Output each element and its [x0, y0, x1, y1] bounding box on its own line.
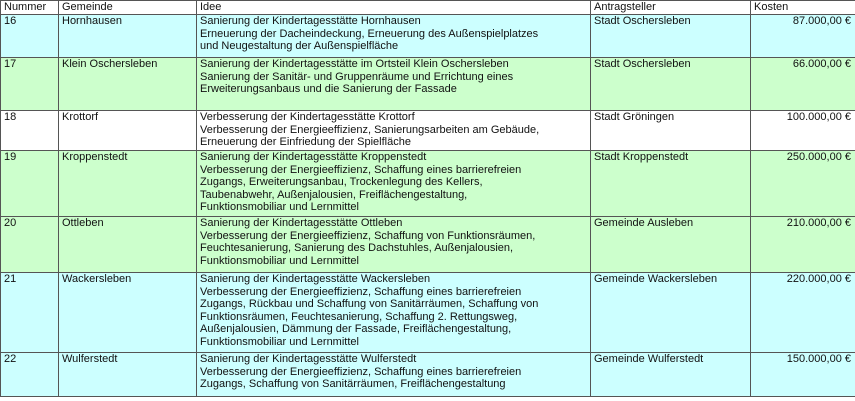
cell-antragsteller: Stadt Gröningen	[591, 111, 751, 151]
idee-line: Sanierung der Kindertagesstätte Wulferstedt	[200, 353, 417, 365]
header-kosten: Kosten	[751, 1, 855, 15]
idee-line: Verbesserung der Energieeffizienz, Schaffung eines barrierefreien	[200, 285, 522, 298]
cell-nummer: 19	[1, 151, 59, 217]
header-antragsteller: Antragsteller	[591, 1, 751, 15]
idee-line: Verbesserung der Kindertagesstätte Krottorf	[200, 111, 415, 123]
idee-line: Sanierung der Kindertagesstätte im Ortsteil Klein Oschersleben	[200, 58, 509, 70]
cell-idee	[197, 111, 591, 151]
idee-line: Funktionsräumen, Feuchtesanierung, Schaffung 2. Rettungsweg,	[200, 310, 518, 323]
header-gemeinde: Gemeinde	[59, 1, 197, 15]
idee-line: Außenjalousien, Dämmung der Fassade, Freiflächengestaltung,	[200, 323, 512, 336]
cell-nummer: 20	[1, 217, 59, 273]
idee-line: und Neugestaltung der Außenspielfläche	[200, 40, 399, 53]
idee-line: Taubenabwehr, Außenjalousien, Freiflächengestaltung,	[200, 188, 468, 201]
cell-nummer: 16	[1, 15, 59, 58]
cell-antragsteller: Gemeinde Wulferstedt	[591, 353, 751, 397]
table-row	[1, 273, 855, 353]
cell-gemeinde: Kroppenstedt	[59, 151, 197, 217]
cell-gemeinde: Klein Oschersleben	[59, 58, 197, 111]
idee-line: Verbesserung der Energieeffizienz, Schaffung eines barrierefreien	[200, 365, 522, 378]
table-row	[1, 353, 855, 397]
cell-idee	[197, 273, 591, 353]
cell-kosten: 100.000,00 €	[751, 111, 855, 151]
cell-antragsteller: Stadt Oschersleben	[591, 15, 751, 58]
table-row	[1, 58, 855, 111]
idee-line: Sanierung der Kindertagesstätte Hornhausen	[200, 15, 421, 27]
idee-line: Sanierung der Kindertagesstätte Ottleben	[200, 217, 403, 229]
cell-idee	[197, 353, 591, 397]
cell-kosten: 210.000,00 €	[751, 217, 855, 273]
idee-line: Funktionsmobiliar und Lernmittel	[200, 335, 359, 348]
cell-idee	[197, 217, 591, 273]
cell-nummer: 17	[1, 58, 59, 111]
table-row	[1, 15, 855, 58]
table-row	[1, 217, 855, 273]
cell-kosten: 87.000,00 €	[751, 15, 855, 58]
cell-idee	[197, 15, 591, 58]
cell-gemeinde: Wulferstedt	[59, 353, 197, 397]
cell-nummer: 22	[1, 353, 59, 397]
header-nummer: Nummer	[1, 1, 59, 15]
idee-line: Funktionsmobiliar und Lernmittel	[200, 201, 359, 214]
cell-antragsteller: Gemeinde Wackersleben	[591, 273, 751, 353]
header-row	[1, 1, 855, 15]
cell-gemeinde: Krottorf	[59, 111, 197, 151]
cell-kosten: 220.000,00 €	[751, 273, 855, 353]
idee-line: Zugangs, Rückbau und Schaffung von Sanitärräumen, Schaffung von	[200, 298, 539, 311]
cell-idee	[197, 151, 591, 217]
idee-line: Verbesserung der Energieeffizienz, Schaffung eines barrierefreien	[200, 163, 522, 176]
cell-kosten: 250.000,00 €	[751, 151, 855, 217]
idee-line: Erneuerung der Dacheindeckung, Erneuerung des Außenspielplatzes	[200, 27, 539, 40]
idee-line: Sanierung der Sanitär- und Gruppenräume und Errichtung eines	[200, 70, 514, 83]
cell-antragsteller: Stadt Kroppenstedt	[591, 151, 751, 217]
idee-line: Erneuerung der Einfriedung der Spielfläche	[200, 136, 411, 149]
idee-line: Zugangs, Erweiterungsanbau, Trockenlegung des Kellers,	[200, 176, 483, 189]
header-idee: Idee	[197, 1, 591, 15]
idee-line: Feuchtesanierung, Sanierung des Dachstuhles, Außenjalousien,	[200, 242, 514, 255]
cell-gemeinde: Ottleben	[59, 217, 197, 273]
cell-idee	[197, 58, 591, 111]
idee-line: Sanierung der Kindertagesstätte Wackersleben	[200, 273, 431, 285]
cell-kosten: 66.000,00 €	[751, 58, 855, 111]
idee-line: Verbesserung der Energieeffizienz, Schaffung von Funktionsräumen,	[200, 229, 536, 242]
cell-nummer: 18	[1, 111, 59, 151]
cell-gemeinde: Hornhausen	[59, 15, 197, 58]
idee-line: Zugangs, Schaffung von Sanitärräumen, Freiflächengestaltung	[200, 378, 506, 391]
table-row	[1, 111, 855, 151]
idee-line: Verbesserung der Energieeffizienz, Sanierungsarbeiten am Gebäude,	[200, 123, 540, 136]
table-row	[1, 151, 855, 217]
idee-line: Erweiterungsanbaus und die Sanierung der Fassade	[200, 83, 457, 96]
cell-antragsteller: Gemeinde Ausleben	[591, 217, 751, 273]
cell-nummer: 21	[1, 273, 59, 353]
cell-gemeinde: Wackersleben	[59, 273, 197, 353]
idee-line: Sanierung der Kindertagesstätte Kroppenstedt	[200, 151, 427, 163]
cell-kosten: 150.000,00 €	[751, 353, 855, 397]
idee-line: Funktionsmobiliar und Lernmittel	[200, 254, 359, 267]
cell-antragsteller: Stadt Oschersleben	[591, 58, 751, 111]
